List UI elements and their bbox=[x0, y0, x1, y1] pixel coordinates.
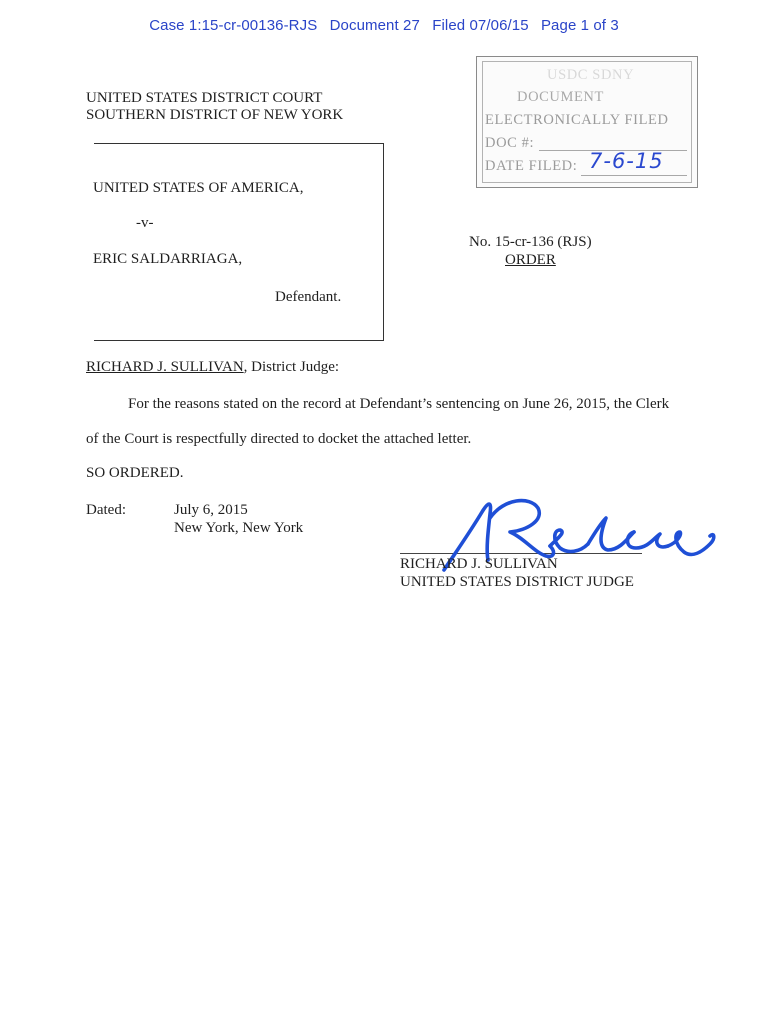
stamp-doc-label: DOC #: bbox=[485, 135, 535, 151]
filing-stamp bbox=[476, 56, 698, 188]
signer-name: RICHARD J. SULLIVAN bbox=[400, 556, 558, 572]
signer-title: UNITED STATES DISTRICT JUDGE bbox=[400, 574, 634, 590]
stamp-date-rule bbox=[581, 175, 687, 176]
dated-date: July 6, 2015 bbox=[174, 502, 248, 518]
document-title: ORDER bbox=[505, 252, 556, 268]
stamp-date-label: DATE FILED: bbox=[485, 158, 578, 174]
defendant-name: ERIC SALDARRIAGA, bbox=[93, 251, 243, 267]
ecf-case-number: Case 1:15-cr-00136-RJS bbox=[149, 17, 318, 34]
ecf-header bbox=[0, 17, 768, 34]
ecf-filed-date: Filed 07/06/15 bbox=[432, 17, 529, 34]
plaintiff-name: UNITED STATES OF AMERICA, bbox=[93, 180, 304, 196]
case-number: No. 15-cr-136 (RJS) bbox=[469, 234, 592, 250]
court-name-line1: UNITED STATES DISTRICT COURT bbox=[86, 90, 323, 106]
ecf-document-number: Document 27 bbox=[329, 17, 420, 34]
stamp-line-usdc: USDC SDNY bbox=[547, 67, 635, 83]
order-paragraph-line1: For the reasons stated on the record at Defendant’s sentencing on June 26, 2015, the Clerk bbox=[128, 396, 670, 412]
stamp-date-value: 7-6-15 bbox=[589, 149, 664, 173]
versus: -v- bbox=[136, 215, 154, 231]
dated-place: New York, New York bbox=[174, 520, 304, 536]
defendant-label: Defendant. bbox=[275, 289, 342, 305]
so-ordered: SO ORDERED. bbox=[86, 465, 184, 481]
stamp-line-document: DOCUMENT bbox=[517, 89, 604, 105]
judge-name: RICHARD J. SULLIVAN bbox=[86, 359, 244, 375]
ecf-page-number: Page 1 of 3 bbox=[540, 17, 619, 34]
judge-line bbox=[86, 359, 339, 376]
caption-box bbox=[94, 143, 384, 341]
court-name-line2: SOUTHERN DISTRICT OF NEW YORK bbox=[86, 107, 344, 123]
stamp-line-electronically-filed: ELECTRONICALLY FILED bbox=[485, 112, 669, 128]
order-paragraph-line2: of the Court is respectfully directed to docket the attached letter. bbox=[86, 431, 472, 447]
dated-label: Dated: bbox=[86, 502, 126, 518]
judge-title: , District Judge: bbox=[243, 359, 340, 375]
